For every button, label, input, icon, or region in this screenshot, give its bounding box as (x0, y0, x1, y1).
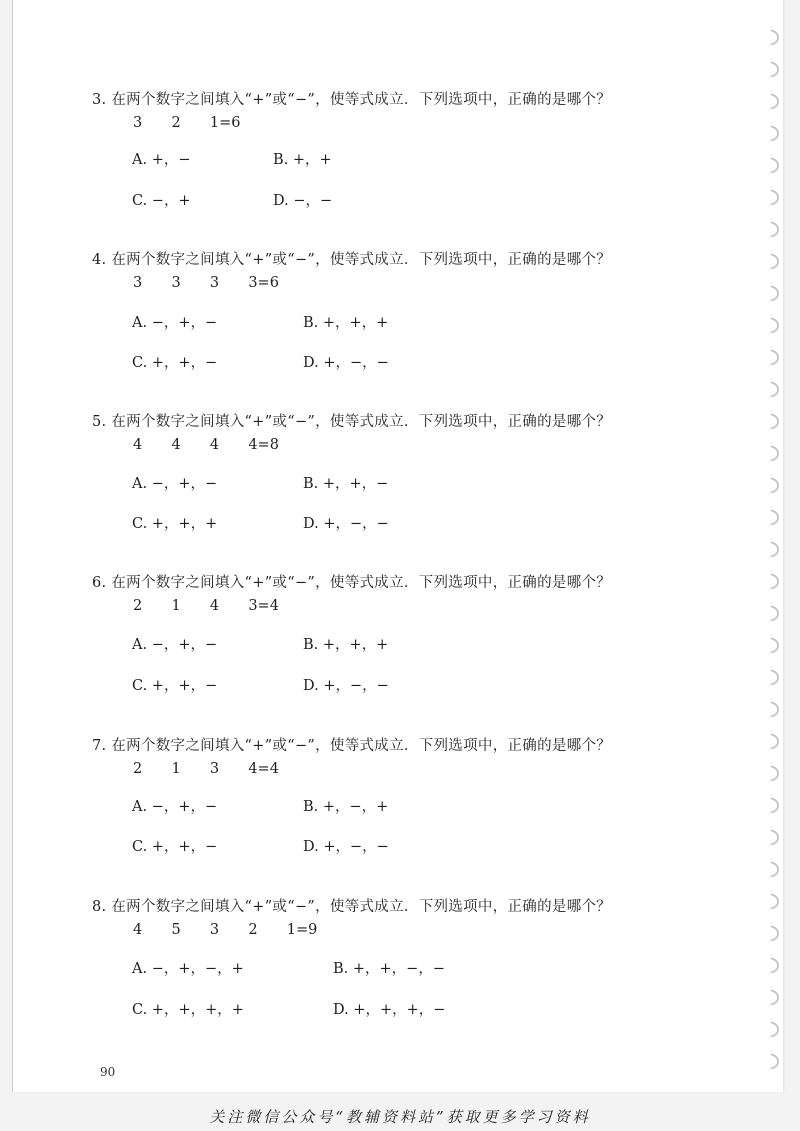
question-3 (92, 88, 611, 131)
binder-ring (770, 478, 779, 493)
binder-ring (770, 414, 779, 429)
option-c[interactable]: C. +，+，− (132, 839, 218, 855)
binder-ring (770, 574, 779, 589)
binder-ring (770, 190, 779, 205)
question-text: 在两个数字之间填入“+”或“−”，使等式成立．下列选项中，正确的是哪个？ (111, 92, 612, 108)
question-stem (92, 895, 611, 916)
option-a[interactable]: A. −，+，− (132, 799, 218, 815)
question-stem (92, 88, 611, 109)
question-expression: 4 5 3 2 1=9 (133, 922, 318, 938)
option-d[interactable]: D. +，−，− (303, 839, 389, 855)
binder-ring (770, 798, 779, 813)
binder-ring (770, 958, 779, 973)
option-c[interactable]: C. +，+，− (132, 678, 218, 694)
question-text: 在两个数字之间填入“+”或“−”，使等式成立．下列选项中，正确的是哪个？ (111, 575, 612, 591)
question-5 (92, 410, 611, 453)
option-d[interactable]: D. −，− (273, 193, 333, 209)
binder-ring (770, 94, 779, 109)
question-4 (92, 248, 611, 291)
question-expression: 3 2 1=6 (133, 115, 241, 131)
question-number: 4. (92, 252, 107, 268)
option-c[interactable]: C. +，+，+，+ (132, 1002, 244, 1018)
page-number: 90 (100, 1065, 116, 1079)
option-b[interactable]: B. +，+，− (303, 476, 389, 492)
binder-ring (770, 862, 779, 877)
option-d[interactable]: D. +，−，− (303, 355, 389, 371)
option-d[interactable]: D. +，−，− (303, 678, 389, 694)
binder-ring (770, 62, 779, 77)
option-b[interactable]: B. +，−，+ (303, 799, 389, 815)
footer-watermark-text: 关注微信公众号“教辅资料站”获取更多学习资料 (209, 1108, 591, 1126)
binder-ring (770, 990, 779, 1005)
question-text: 在两个数字之间填入“+”或“−”，使等式成立．下列选项中，正确的是哪个？ (111, 414, 612, 430)
binder-ring (770, 670, 779, 685)
question-number: 7. (92, 738, 107, 754)
binder-ring (770, 30, 779, 45)
question-stem (92, 571, 611, 592)
binder-ring (770, 446, 779, 461)
question-6 (92, 571, 611, 614)
binder-ring (770, 606, 779, 621)
binder-ring (770, 286, 779, 301)
binder-ring (770, 766, 779, 781)
option-c[interactable]: C. +，+，− (132, 355, 218, 371)
binder-ring (770, 254, 779, 269)
binder-ring (770, 1022, 779, 1037)
binder-ring (770, 638, 779, 653)
option-a[interactable]: A. +，− (132, 152, 191, 168)
question-number: 5. (92, 414, 107, 430)
option-a[interactable]: A. −，+，− (132, 637, 218, 653)
question-text: 在两个数字之间填入“+”或“−”，使等式成立．下列选项中，正确的是哪个？ (111, 738, 612, 754)
question-text: 在两个数字之间填入“+”或“−”，使等式成立．下列选项中，正确的是哪个？ (111, 252, 612, 268)
option-d[interactable]: D. +，+，+，− (333, 1002, 446, 1018)
question-stem (92, 410, 611, 431)
question-expression: 4 4 4 4=8 (133, 437, 279, 453)
option-d[interactable]: D. +，−，− (303, 516, 389, 532)
option-b[interactable]: B. +，+，+ (303, 637, 389, 653)
option-a[interactable]: A. −，+，−，+ (132, 961, 244, 977)
binder-ring (770, 222, 779, 237)
question-number: 8. (92, 899, 107, 915)
option-b[interactable]: B. +，+，+ (303, 315, 389, 331)
binder-ring (770, 382, 779, 397)
binder-ring (770, 350, 779, 365)
question-stem (92, 734, 611, 755)
question-number: 3. (92, 92, 107, 108)
binder-ring (770, 894, 779, 909)
question-8 (92, 895, 611, 938)
binder-ring (770, 318, 779, 333)
option-b[interactable]: B. +，+ (273, 152, 332, 168)
binder-rings (761, 0, 783, 1092)
question-expression: 3 3 3 3=6 (133, 275, 279, 291)
option-c[interactable]: C. −，+ (132, 193, 191, 209)
question-number: 6. (92, 575, 107, 591)
binder-ring (770, 542, 779, 557)
question-7 (92, 734, 611, 777)
option-a[interactable]: A. −，+，− (132, 315, 218, 331)
binder-ring (770, 158, 779, 173)
binder-ring (770, 702, 779, 717)
binder-ring (770, 830, 779, 845)
question-expression: 2 1 4 3=4 (133, 598, 279, 614)
binder-ring (770, 734, 779, 749)
binder-ring (770, 926, 779, 941)
binder-ring (770, 510, 779, 525)
binder-ring (770, 126, 779, 141)
option-c[interactable]: C. +，+，+ (132, 516, 218, 532)
binder-ring (770, 1054, 779, 1069)
option-b[interactable]: B. +，+，−，− (333, 961, 445, 977)
question-expression: 2 1 3 4=4 (133, 761, 279, 777)
question-text: 在两个数字之间填入“+”或“−”，使等式成立．下列选项中，正确的是哪个？ (111, 899, 612, 915)
option-a[interactable]: A. −，+，− (132, 476, 218, 492)
question-stem (92, 248, 611, 269)
